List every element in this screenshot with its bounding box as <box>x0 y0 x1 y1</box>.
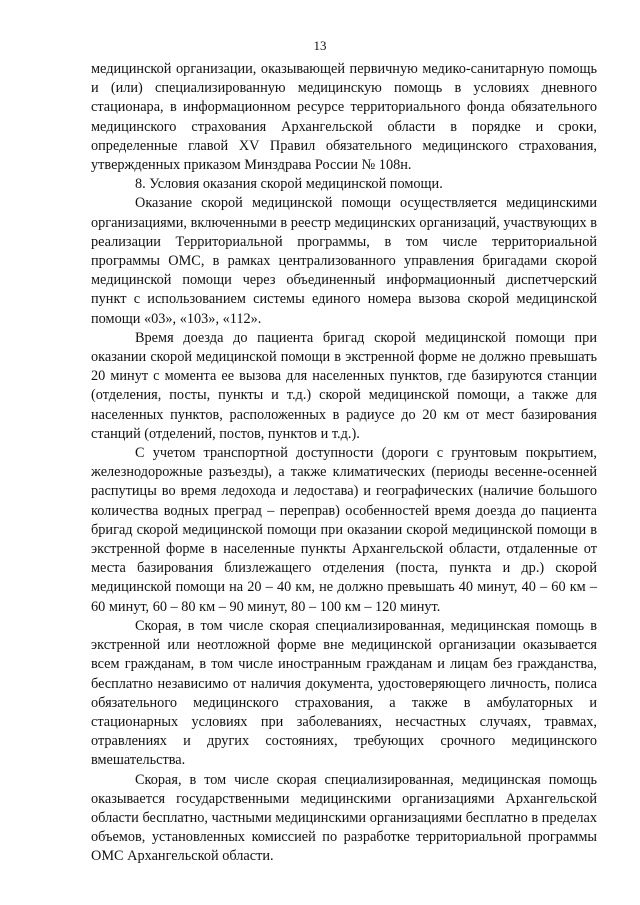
paragraph: Оказание скорой медицинской помощи осуществляется медицинскими организациями, включенными в реестр медицинских организаций, участвующих в реализации Территориальной программы, в том числе территориальной программы ОМС, в рамках централизованного управления бригадами скорой медицинской помощи через объединенный информационный диспетчерский пункт с использованием системы единого номера вызова скорой медицинской помощи «03», «103», «112». <box>91 195 597 327</box>
paragraph: Скорая, в том числе скорая специализированная, медицинская помощь в экстренной или неотложной форме вне медицинской организации оказывается всем гражданам, в том числе иностранным гражданам и лицам без гражданства, бесплатно независимо от наличия документа, удостоверяющего личность, полиса обязательного медицинского страхования, а также в амбулаторных и стационарных условиях при заболеваниях, несчастных случаях, травмах, отравлениях и других состояниях, требующих срочного медицинского вмешательства. <box>91 617 597 769</box>
paragraph-continuation: медицинской организации, оказывающей первичную медико-санитарную помощь и (или) специализированную медицинскую помощь в условиях дневного стационара, в информационном ресурсе территориального фонда обязательного медицинского страхования Архангельской области в порядке и сроки, определенные главой XV Правил обязательного медицинского страхования, утвержденных приказом Минздрава России № 108н. <box>91 61 597 174</box>
paragraph: Скорая, в том числе скорая специализированная, медицинская помощь оказывается государственными медицинскими организациями Архангельской области бесплатно, частными медицинскими организациями бесплатно в пределах объемов, установленных комиссией по разработке территориальной программы ОМС Архангельской области. <box>91 771 597 865</box>
section-heading: 8. Условия оказания скорой медицинской помощи. <box>135 176 443 193</box>
paragraph: Время доезда до пациента бригад скорой медицинской помощи при оказании скорой медицинской помощи в экстренной форме не должно превышать 20 минут с момента ее вызова для населенных пунктов, где базируются станции (отделения, посты, пункты и т.д.) скорой медицинской помощи, а также для населенных пунктов, расположенных в радиусе до 20 км от мест базирования станций (отделений, постов, пунктов и т.д.). <box>91 329 597 442</box>
page-number: 13 <box>313 38 327 53</box>
paragraph: С учетом транспортной доступности (дороги с грунтовым покрытием, железнодорожные разъезды), а также климатических (периоды весенне-осенней распутицы во время ледохода и ледостава) и географических (наличие большого количества водных преград – переправ) особенностей время доезда до пациента бригад скорой медицинской помощи при оказании скорой медицинской помощи в экстренной форме в населенные пункты Архангельской области, отдаленные от места базирования близлежащего отделения (поста, пункта и др.) скорой медицинской помощи на 20 – 40 км, не должно превышать 40 минут, 40 – 60 км – 60 минут, 60 – 80 км – 90 минут, 80 – 100 км – 120 минут. <box>91 445 597 615</box>
document-body <box>91 60 597 867</box>
